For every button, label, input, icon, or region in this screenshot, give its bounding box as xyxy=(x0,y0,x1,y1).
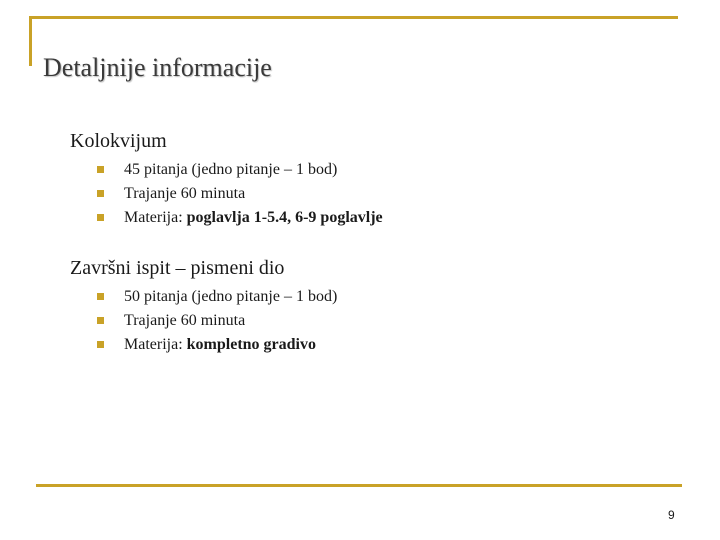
list-item xyxy=(70,309,690,333)
slide-title: Detaljnije informacije xyxy=(43,53,272,82)
list-item-text: 45 pitanja (jedno pitanje – 1 bod) xyxy=(124,161,338,178)
square-bullet-icon xyxy=(97,214,104,221)
list-item xyxy=(70,182,690,206)
left-border-line xyxy=(29,16,32,66)
square-bullet-icon xyxy=(97,341,104,348)
list-item xyxy=(70,285,690,309)
top-border-line xyxy=(29,16,678,19)
list-item-text: Materija: xyxy=(124,209,187,226)
section-kolokvijum xyxy=(70,128,690,230)
list-item-text: 50 pitanja (jedno pitanje – 1 bod) xyxy=(124,288,338,305)
list-item xyxy=(70,158,690,182)
list-item-bold-text: poglavlja 1-5.4, 6-9 poglavlje xyxy=(186,209,383,226)
square-bullet-icon xyxy=(97,317,104,324)
page-number: 9 xyxy=(668,508,675,522)
bullet-list xyxy=(70,158,690,230)
section-heading: Završni ispit – pismeni dio xyxy=(70,257,285,279)
list-item-text: Trajanje 60 minuta xyxy=(124,185,246,202)
square-bullet-icon xyxy=(97,166,104,173)
list-item-bold-text: kompletno gradivo xyxy=(186,336,316,353)
square-bullet-icon xyxy=(97,293,104,300)
bottom-border-line xyxy=(36,484,682,487)
list-item xyxy=(70,206,690,230)
square-bullet-icon xyxy=(97,190,104,197)
list-item-text: Materija: xyxy=(124,336,187,353)
list-item-text: Trajanje 60 minuta xyxy=(124,312,246,329)
section-heading: Kolokvijum xyxy=(70,130,167,152)
section-zavrsni-ispit xyxy=(70,255,690,357)
bullet-list xyxy=(70,285,690,357)
list-item xyxy=(70,333,690,357)
